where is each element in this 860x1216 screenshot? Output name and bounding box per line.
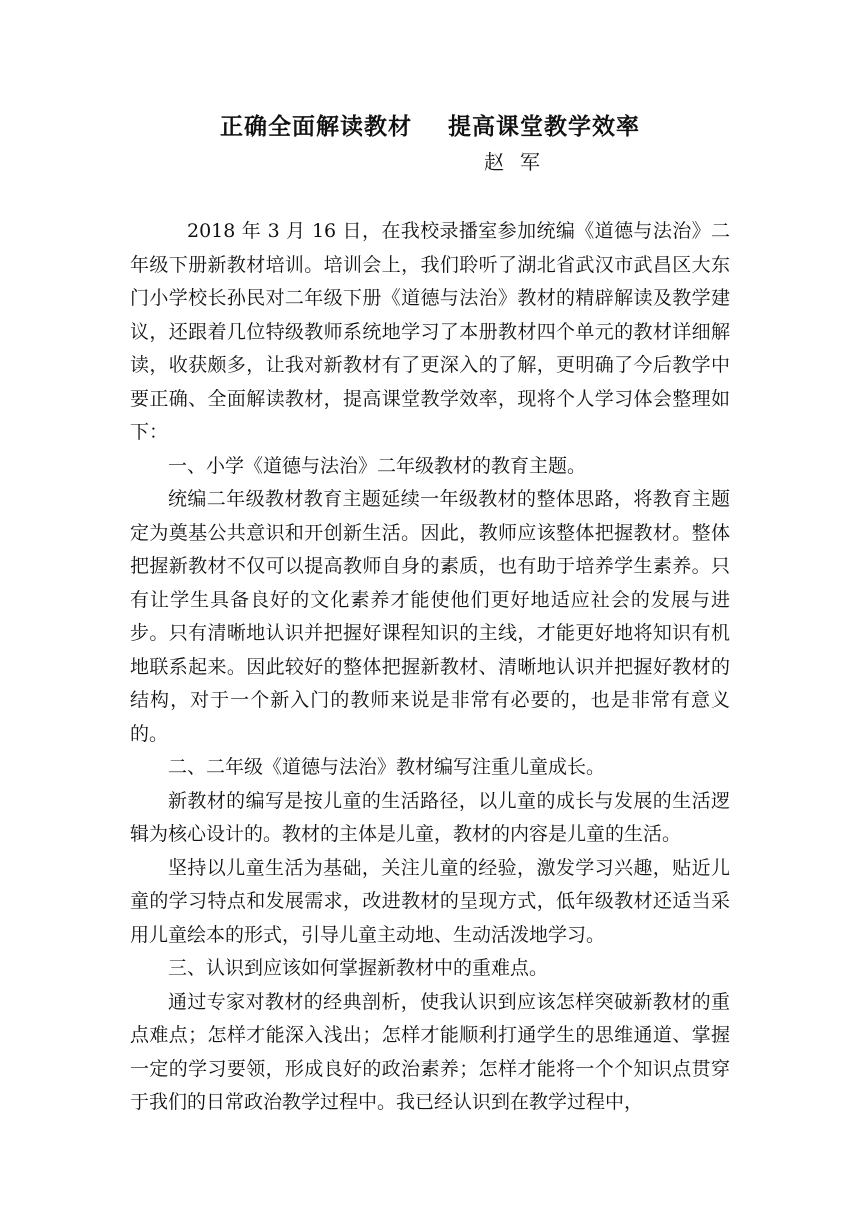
section-heading-1: 一、小学《道德与法治》二年级教材的教育主题。 xyxy=(168,454,587,477)
document-author: 赵军 xyxy=(484,150,556,174)
paragraph: 统编二年级教材教育主题延续一年级教材的整体思路，将教育主题定为奠基公共意识和开创新生活。因此，教师应该整体把握教材。整体把握新教材不仅可以提高教师自身的素质，也有助于培养学生素养。只有让学生具备良好的文化素养才能使他们更好地适应社会的发展与进步。只有清晰地认识并把握好课程知识的主线，才能更好地将知识有机地联系起来。因此较好的整体把握新教材、清晰地认识并把握好教材的结构，对于一个新入门的教师来说是非常有必要的，也是非常有意义的。 xyxy=(130,488,730,745)
section-heading-2: 二、二年级《道德与法治》教材编写注重儿童成长。 xyxy=(168,756,606,778)
document-title: 正确全面解读教材 提高课堂教学效率 xyxy=(219,114,641,140)
paragraph-intro: 2018 年 3 月 16 日，在我校录播室参加统编《道德与法治》二年级下册新教材培训。培训会上，我们聆听了湖北省武汉市武昌区大东门小学校长孙民对二年级下册《道德与法治》教材的精辟解读及教学建议，还跟着几位特级教师系统地学习了本册教材四个单元的教材详细解读，收获颇多，让我对新教材有了更深入的了解，更明确了今后教学中要正确、全面解读教材，提高课堂教学效率，现将个人学习体会整理如下： xyxy=(130,220,730,443)
paragraph: 坚持以儿童生活为基础，关注儿童的经验，激发学习兴趣，贴近儿童的学习特点和发展需求，改进教材的呈现方式，低年级教材还适当采用儿童绘本的形式，引导儿童主动地、生动活泼地学习。 xyxy=(130,856,730,946)
section-heading-3: 三、认识到应该如何掌握新教材中的重难点。 xyxy=(168,957,549,979)
document-body xyxy=(130,215,730,1120)
paragraph: 新教材的编写是按儿童的生活路径，以儿童的成长与发展的生活逻辑为核心设计的。教材的主体是儿童，教材的内容是儿童的生活。 xyxy=(130,789,730,845)
paragraph: 通过专家对教材的经典剖析，使我认识到应该怎样突破新教材的重点难点；怎样才能深入浅出；怎样才能顺利打通学生的思维通道、掌握一定的学习要领，形成良好的政治素养；怎样才能将一个个知识点贯穿于我们的日常政治教学过程中。我已经认识到在教学过程中， xyxy=(130,990,730,1113)
